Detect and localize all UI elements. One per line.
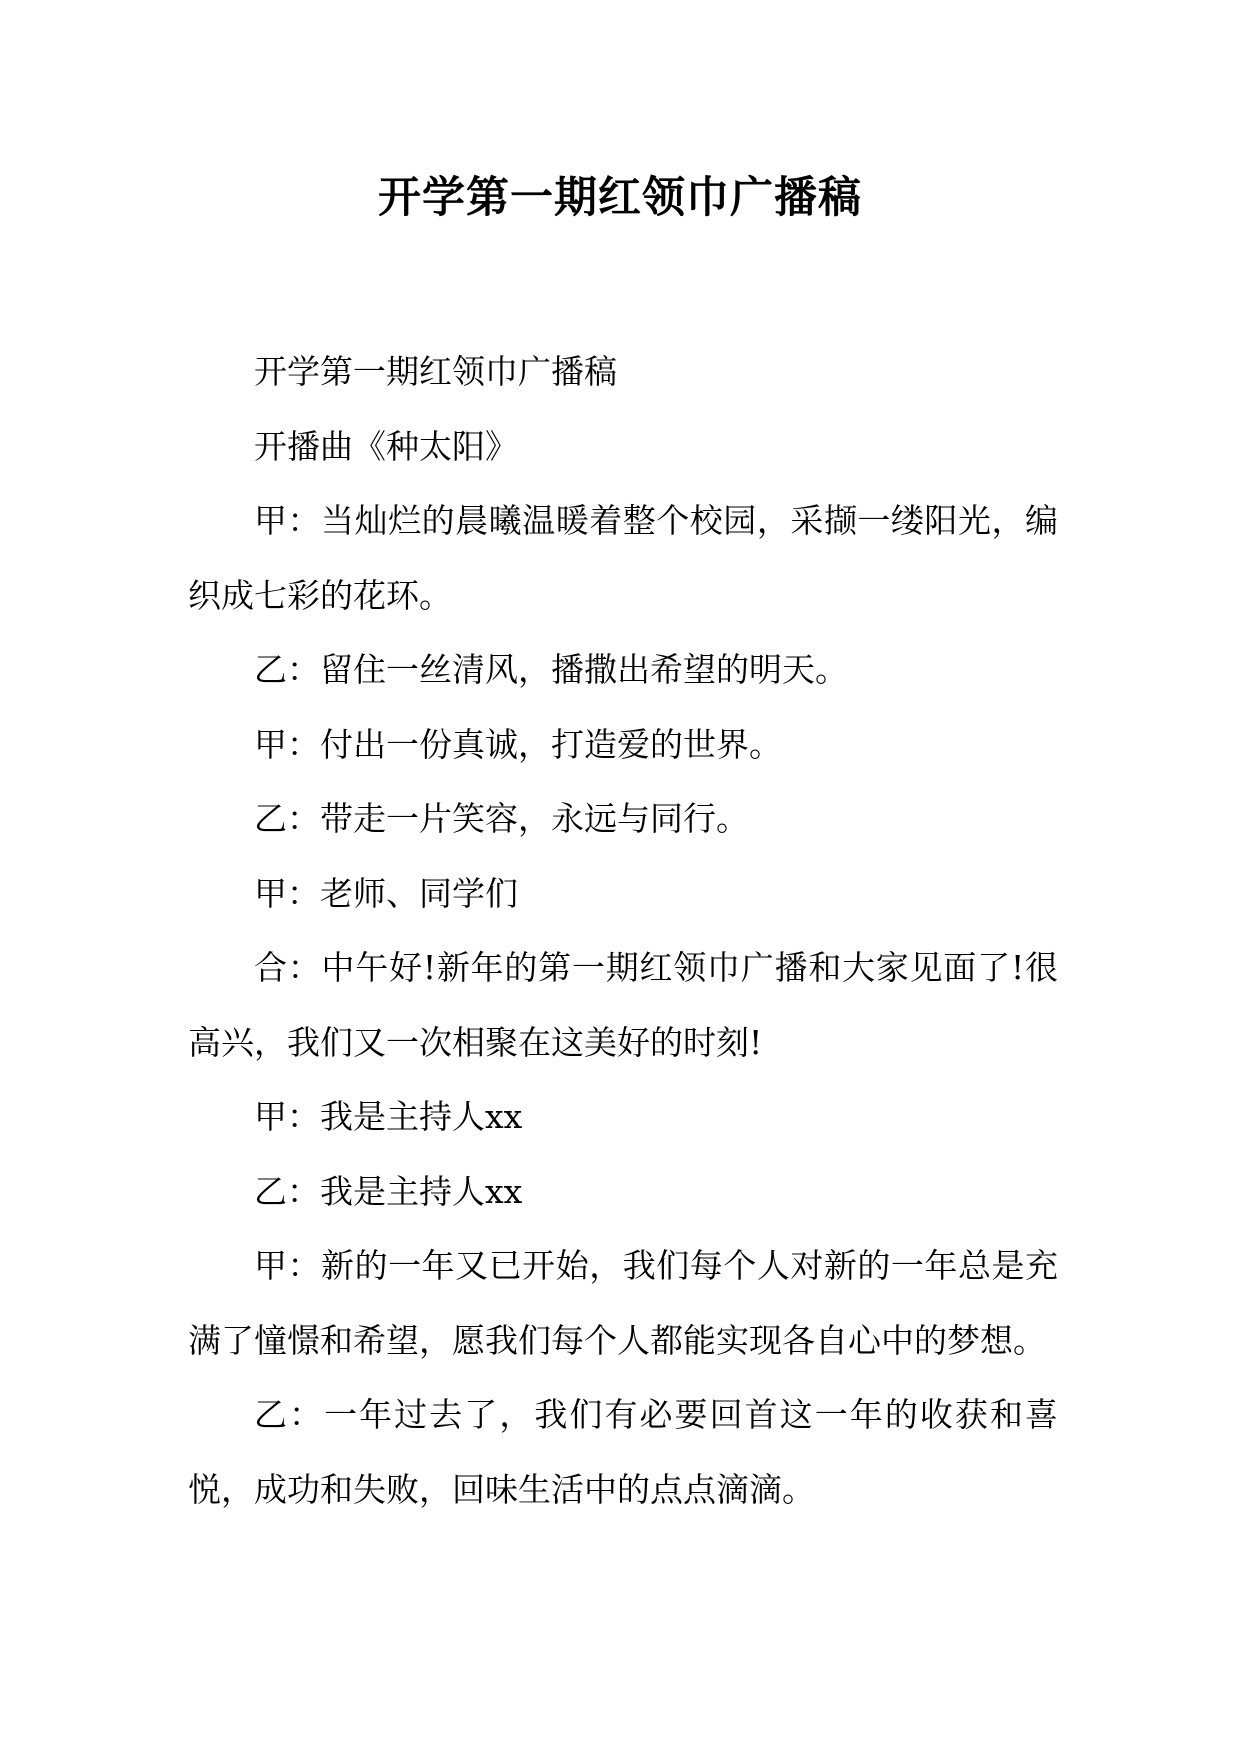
paragraph: 乙：带走一片笑容，永远与同行。: [254, 799, 749, 838]
paragraph: 甲：付出一份真诚，打造爱的世界。: [254, 724, 782, 764]
paragraph: 甲：当灿烂的晨曦温暖着整个校园，采撷一缕阳光，编织成七彩的花环。: [188, 501, 1058, 615]
paragraph: 合：中午好!新年的第一期红领巾广播和大家见面了!很高兴，我们又一次相聚在这美好的时刻!: [188, 948, 1058, 1062]
paragraph: 甲：老师、同学们: [254, 873, 518, 913]
document-title: 开学第一期红领巾广播稿: [378, 173, 862, 223]
paragraph: 开学第一期红领巾广播稿: [254, 352, 617, 391]
document-body: [188, 335, 1058, 1527]
paragraph: 乙：一年过去了，我们有必要回首这一年的收获和喜悦，成功和失败，回味生活中的点点滴滴。: [188, 1395, 1058, 1509]
paragraph: 甲：我是主持人xx: [254, 1097, 523, 1136]
paragraph: 乙：留住一丝清风，播撒出希望的明天。: [254, 650, 848, 689]
paragraph: 开播曲《种太阳》: [254, 426, 518, 466]
paragraph: 乙：我是主持人xx: [254, 1171, 523, 1211]
paragraph: 甲：新的一年又已开始，我们每个人对新的一年总是充满了憧憬和希望，愿我们每个人都能实现各自心中的梦想。: [188, 1246, 1058, 1360]
